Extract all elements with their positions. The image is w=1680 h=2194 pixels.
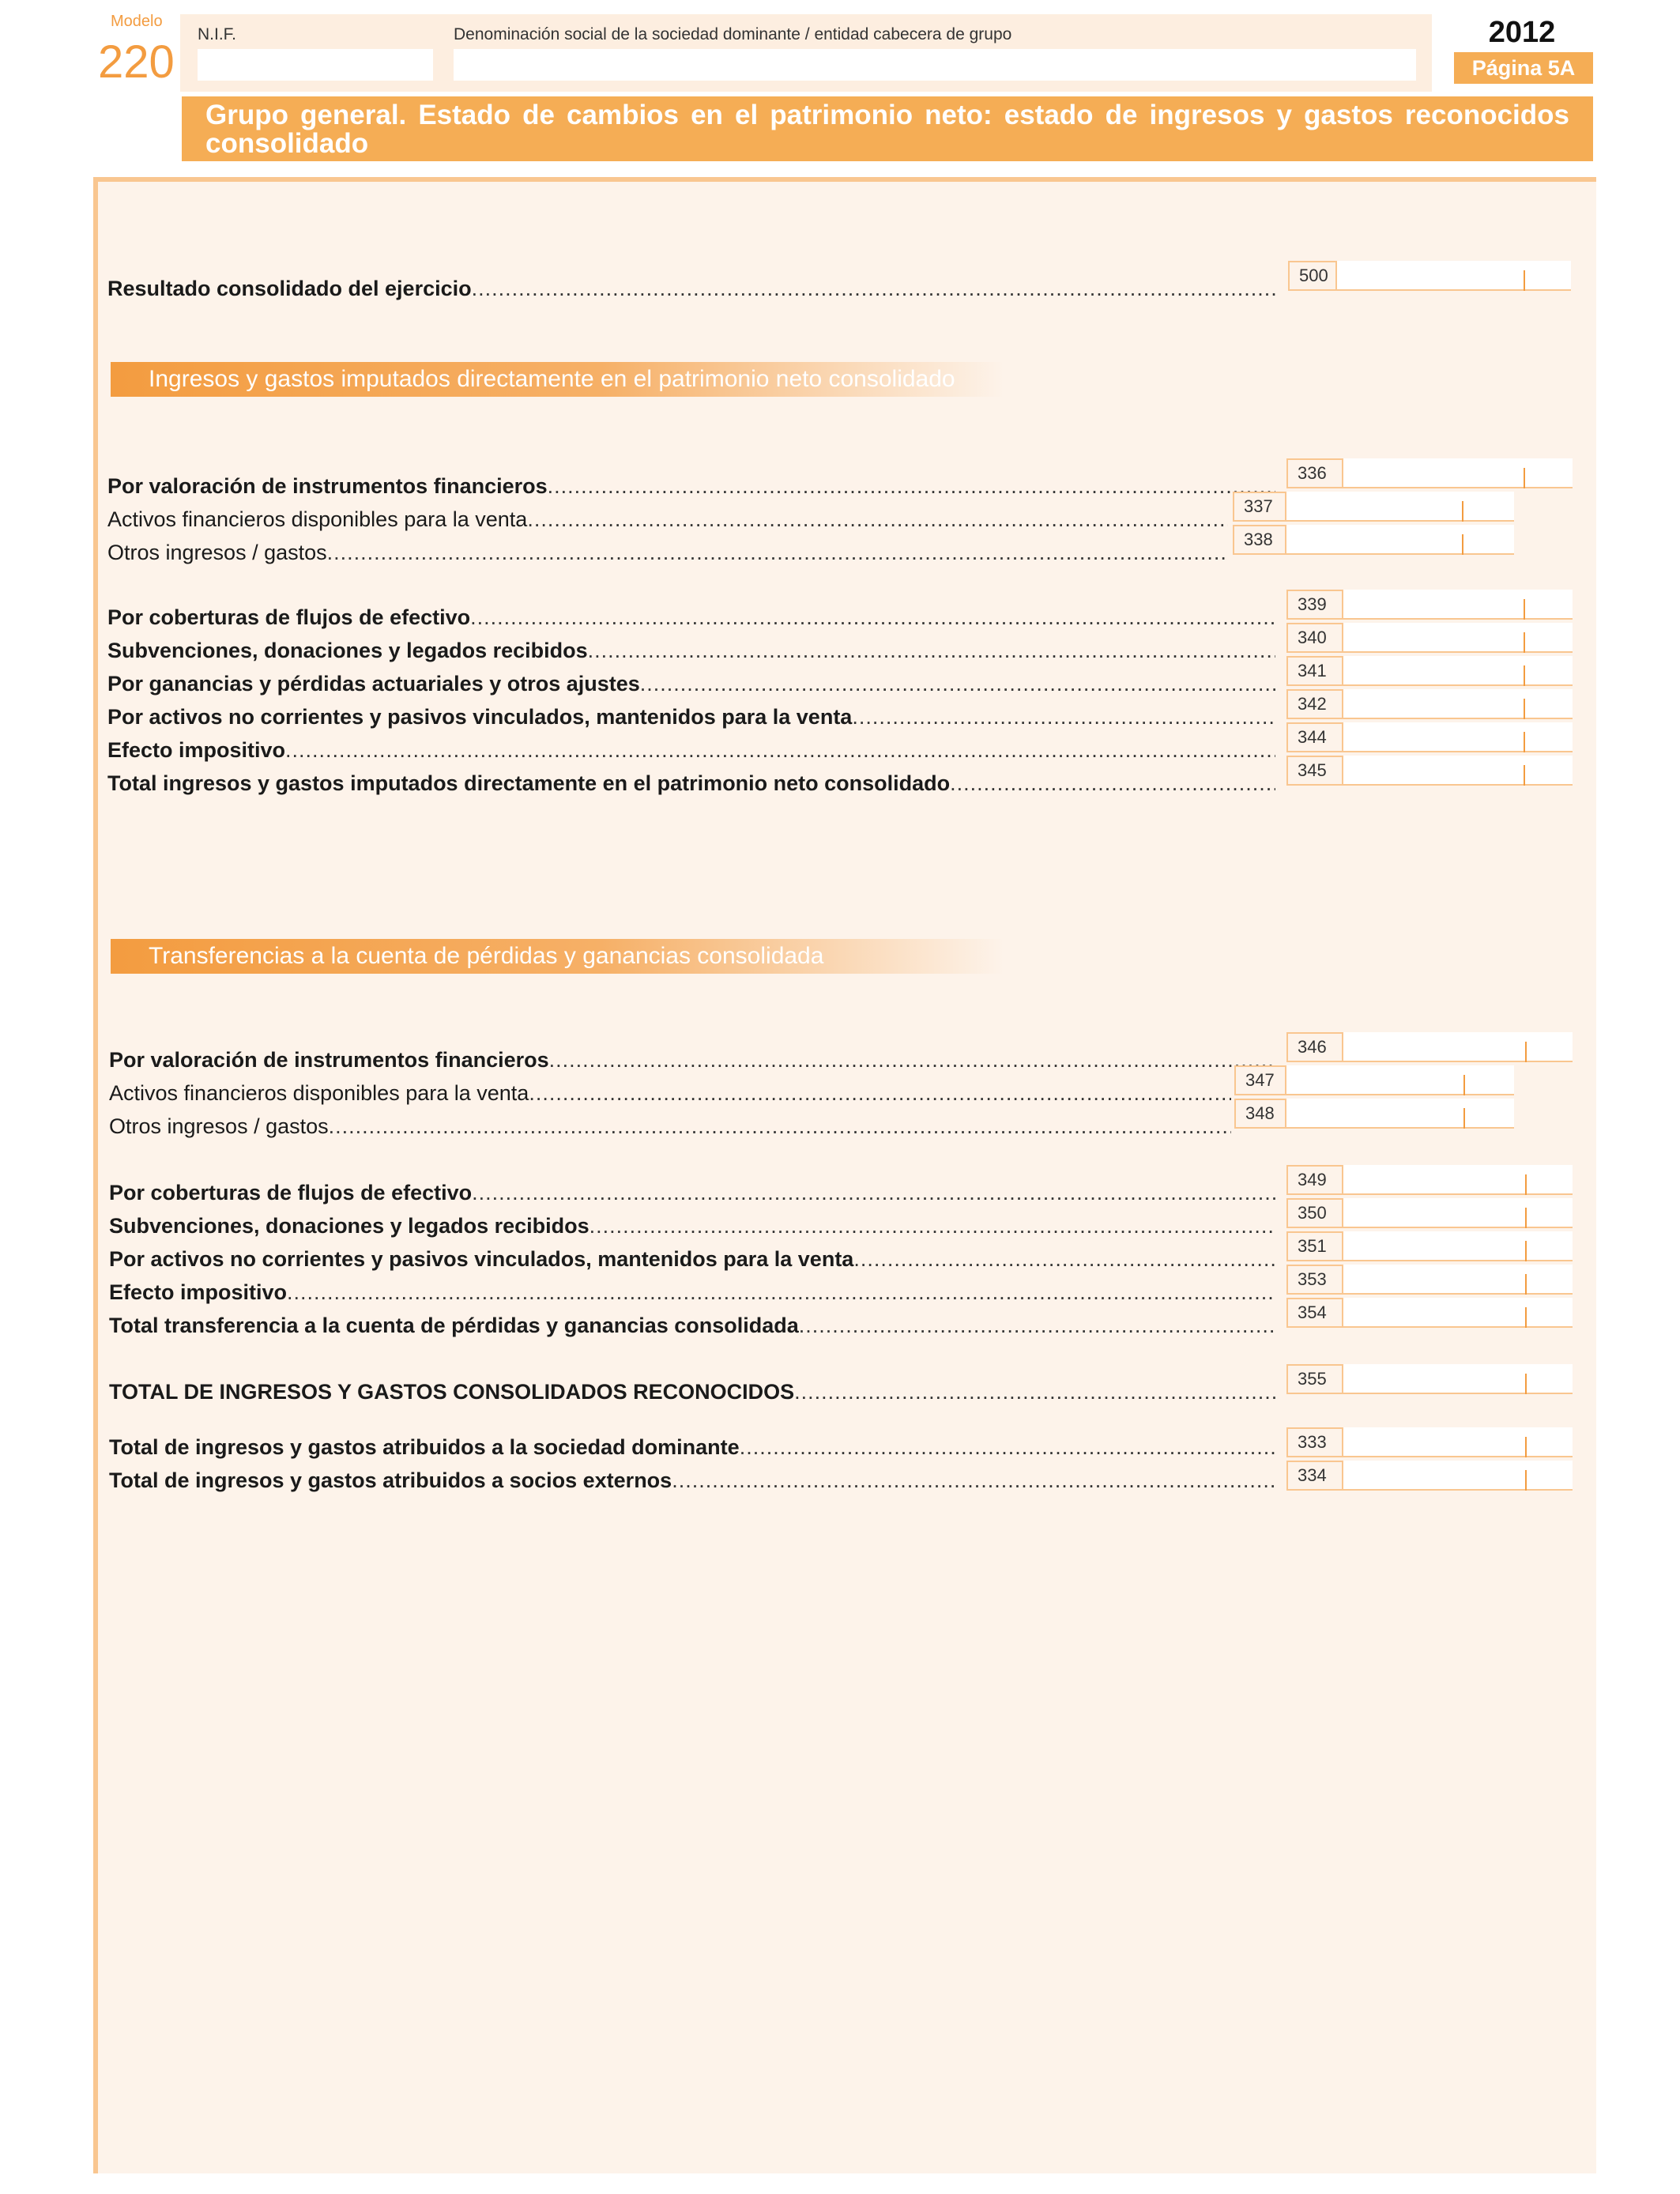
row-label: Subvenciones, donaciones y legados recibidos bbox=[107, 639, 588, 662]
code-333: 333 bbox=[1286, 1427, 1343, 1457]
row-label: Total ingresos y gastos imputados directamente en el patrimonio neto consolidado bbox=[107, 771, 951, 795]
row-label: Otros ingresos / gastos bbox=[109, 1114, 329, 1138]
decimal-tick bbox=[1524, 270, 1525, 291]
leader-dots bbox=[472, 277, 1275, 301]
value-field-341[interactable] bbox=[1343, 656, 1573, 686]
row-348 bbox=[109, 1114, 1231, 1139]
decimal-tick bbox=[1525, 1470, 1527, 1491]
decimal-tick bbox=[1524, 599, 1525, 620]
code-336: 336 bbox=[1286, 458, 1343, 488]
row-341 bbox=[107, 672, 1275, 696]
value-field-349[interactable] bbox=[1343, 1165, 1573, 1195]
decimal-tick bbox=[1525, 1274, 1527, 1295]
value-field-347[interactable] bbox=[1286, 1065, 1514, 1095]
row-346 bbox=[109, 1048, 1275, 1072]
row-339 bbox=[107, 605, 1275, 630]
row-354 bbox=[109, 1314, 1275, 1338]
value-field-340[interactable] bbox=[1343, 623, 1573, 653]
leader-dots bbox=[852, 705, 1275, 729]
year: 2012 bbox=[1488, 16, 1556, 49]
row-344 bbox=[107, 738, 1275, 763]
page-title: Grupo general. Estado de cambios en el patrimonio neto: estado de ingresos y gastos reconocidos consolidado bbox=[205, 100, 1569, 159]
row-label: Por activos no corrientes y pasivos vinculados, mantenidos para la venta bbox=[109, 1247, 854, 1271]
value-field-353[interactable] bbox=[1343, 1265, 1573, 1295]
page-badge: Página 5A bbox=[1454, 52, 1593, 84]
leader-dots bbox=[527, 507, 1228, 532]
code-334: 334 bbox=[1286, 1461, 1343, 1491]
row-label: Total de ingresos y gastos atribuidos a socios externos bbox=[109, 1468, 672, 1492]
code-346: 346 bbox=[1286, 1032, 1343, 1062]
decimal-tick bbox=[1524, 468, 1525, 488]
value-field-333[interactable] bbox=[1343, 1427, 1573, 1457]
row-340 bbox=[107, 639, 1275, 663]
leader-dots bbox=[329, 1114, 1231, 1139]
value-field-342[interactable] bbox=[1343, 689, 1573, 719]
section-header-ingresos: Ingresos y gastos imputados directamente en el patrimonio neto consolidado bbox=[111, 362, 1004, 397]
value-field-346[interactable] bbox=[1343, 1032, 1573, 1062]
row-label: Por valoración de instrumentos financieros bbox=[107, 474, 548, 498]
decimal-tick bbox=[1463, 1108, 1465, 1129]
code-340: 340 bbox=[1286, 623, 1343, 653]
leader-dots bbox=[529, 1081, 1231, 1106]
row-350 bbox=[109, 1214, 1275, 1238]
leader-dots bbox=[740, 1435, 1275, 1460]
code-342: 342 bbox=[1286, 689, 1343, 719]
code-344: 344 bbox=[1286, 722, 1343, 752]
row-337 bbox=[107, 507, 1228, 532]
decimal-tick bbox=[1525, 1174, 1527, 1195]
value-field-354[interactable] bbox=[1343, 1298, 1573, 1328]
row-347 bbox=[109, 1081, 1231, 1106]
code-338: 338 bbox=[1233, 525, 1286, 555]
code-339: 339 bbox=[1286, 590, 1343, 620]
row-label: Por coberturas de flujos de efectivo bbox=[109, 1181, 473, 1204]
row-label: Efecto impositivo bbox=[109, 1280, 288, 1304]
value-field-336[interactable] bbox=[1343, 458, 1573, 488]
decimal-tick bbox=[1525, 1374, 1527, 1394]
decimal-tick bbox=[1462, 534, 1463, 555]
row-342 bbox=[107, 705, 1275, 729]
decimal-tick bbox=[1524, 699, 1525, 719]
value-field-348[interactable] bbox=[1286, 1099, 1514, 1129]
decimal-tick bbox=[1524, 732, 1525, 752]
leader-dots bbox=[548, 474, 1275, 499]
code-354: 354 bbox=[1286, 1298, 1343, 1328]
row-label: Por valoración de instrumentos financieros bbox=[109, 1048, 549, 1072]
leader-dots bbox=[588, 639, 1275, 663]
leader-dots bbox=[472, 1181, 1275, 1205]
row-334 bbox=[109, 1468, 1275, 1493]
row-353 bbox=[109, 1280, 1275, 1305]
leader-dots bbox=[287, 1280, 1275, 1305]
row-label: Total transferencia a la cuenta de pérdidas y ganancias consolidada bbox=[109, 1314, 799, 1337]
row-label: Por coberturas de flujos de efectivo bbox=[107, 605, 471, 629]
value-field-338[interactable] bbox=[1286, 525, 1514, 555]
leader-dots bbox=[285, 738, 1275, 763]
value-field-355[interactable] bbox=[1343, 1364, 1573, 1394]
decimal-tick bbox=[1524, 632, 1525, 653]
row-label: Total de ingresos y gastos atribuidos a la sociedad dominante bbox=[109, 1435, 740, 1459]
leader-dots bbox=[590, 1214, 1275, 1238]
row-label: Subvenciones, donaciones y legados recibidos bbox=[109, 1214, 590, 1238]
decimal-tick bbox=[1462, 501, 1463, 522]
row-label: Efecto impositivo bbox=[107, 738, 286, 762]
code-348: 348 bbox=[1234, 1099, 1286, 1129]
leader-dots bbox=[950, 771, 1275, 796]
decimal-tick bbox=[1525, 1307, 1527, 1328]
row-500 bbox=[107, 277, 1275, 301]
row-338 bbox=[107, 541, 1228, 565]
leader-dots bbox=[549, 1048, 1275, 1072]
decimal-tick bbox=[1524, 665, 1525, 686]
code-347: 347 bbox=[1234, 1065, 1286, 1095]
nif-field[interactable] bbox=[198, 49, 433, 81]
code-500: 500 bbox=[1288, 261, 1337, 291]
row-label: Activos financieros disponibles para la venta bbox=[109, 1081, 529, 1105]
row-336 bbox=[107, 474, 1275, 499]
code-355: 355 bbox=[1286, 1364, 1343, 1394]
row-351 bbox=[109, 1247, 1275, 1272]
value-field-339[interactable] bbox=[1343, 590, 1573, 620]
row-345 bbox=[107, 771, 1275, 796]
leader-dots bbox=[853, 1247, 1275, 1272]
code-349: 349 bbox=[1286, 1165, 1343, 1195]
value-field-334[interactable] bbox=[1343, 1461, 1573, 1491]
leader-dots bbox=[470, 605, 1275, 630]
leader-dots bbox=[327, 541, 1228, 565]
code-341: 341 bbox=[1286, 656, 1343, 686]
decimal-tick bbox=[1525, 1241, 1527, 1261]
modelo-number: 220 bbox=[98, 36, 175, 88]
row-label: Por activos no corrientes y pasivos vinculados, mantenidos para la venta bbox=[107, 705, 853, 729]
leader-dots bbox=[799, 1314, 1275, 1338]
value-field-500[interactable] bbox=[1337, 261, 1571, 291]
decimal-tick bbox=[1524, 765, 1525, 786]
code-345: 345 bbox=[1286, 756, 1343, 786]
row-label: TOTAL DE INGRESOS Y GASTOS CONSOLIDADOS RECONOCIDOS bbox=[109, 1380, 795, 1404]
code-337: 337 bbox=[1233, 492, 1286, 522]
denominacion-field[interactable] bbox=[454, 49, 1416, 81]
value-field-337[interactable] bbox=[1286, 492, 1514, 522]
leader-dots bbox=[794, 1380, 1275, 1404]
row-label: Resultado consolidado del ejercicio bbox=[107, 277, 472, 300]
row-label: Otros ingresos / gastos bbox=[107, 541, 327, 564]
value-field-350[interactable] bbox=[1343, 1198, 1573, 1228]
decimal-tick bbox=[1525, 1042, 1527, 1062]
row-333 bbox=[109, 1435, 1275, 1460]
row-label: Por ganancias y pérdidas actuariales y otros ajustes bbox=[107, 672, 640, 696]
modelo-label: Modelo bbox=[111, 13, 163, 30]
leader-dots bbox=[640, 672, 1275, 696]
nif-label: N.I.F. bbox=[198, 25, 237, 43]
row-355 bbox=[109, 1380, 1275, 1404]
row-label: Activos financieros disponibles para la venta bbox=[107, 507, 528, 531]
decimal-tick bbox=[1525, 1208, 1527, 1228]
value-field-344[interactable] bbox=[1343, 722, 1573, 752]
value-field-351[interactable] bbox=[1343, 1231, 1573, 1261]
code-353: 353 bbox=[1286, 1265, 1343, 1295]
denominacion-label: Denominación social de la sociedad dominante / entidad cabecera de grupo bbox=[454, 25, 1012, 43]
value-field-345[interactable] bbox=[1343, 756, 1573, 786]
decimal-tick bbox=[1525, 1437, 1527, 1457]
decimal-tick bbox=[1463, 1075, 1465, 1095]
section-header-transferencias: Transferencias a la cuenta de pérdidas y ganancias consolidada bbox=[111, 939, 1004, 974]
row-349 bbox=[109, 1181, 1275, 1205]
leader-dots bbox=[672, 1468, 1275, 1493]
code-350: 350 bbox=[1286, 1198, 1343, 1228]
code-351: 351 bbox=[1286, 1231, 1343, 1261]
